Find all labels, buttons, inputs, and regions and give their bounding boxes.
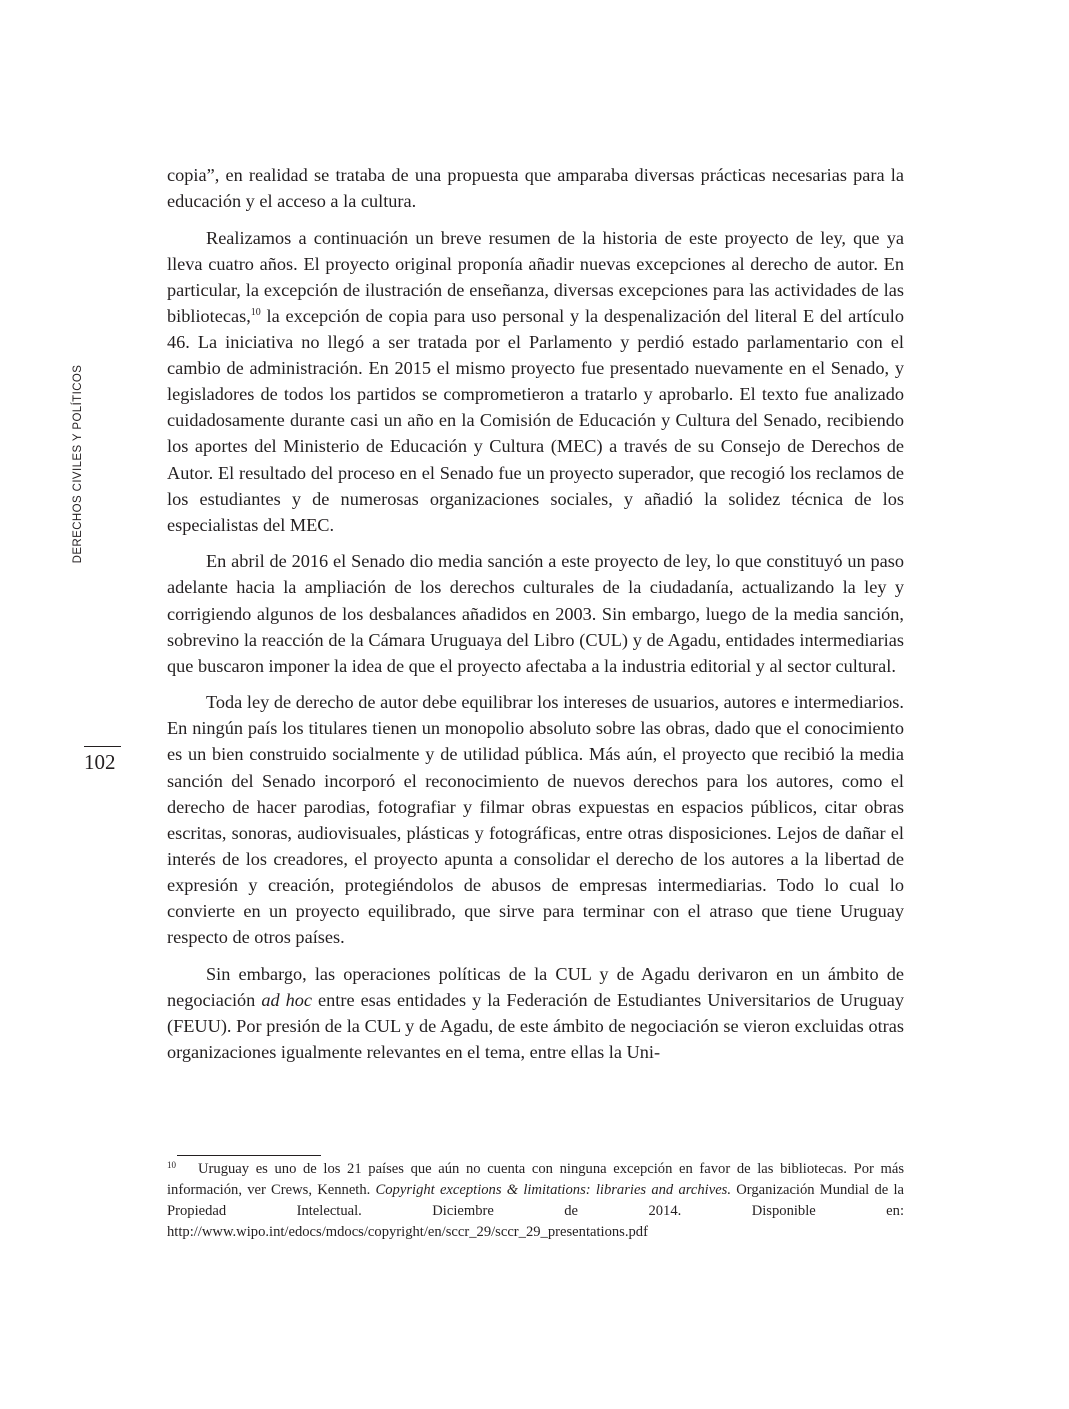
footnote-rule — [177, 1155, 321, 1156]
footnote-citation-title: Copyright exceptions & limitations: libraries and archives. — [375, 1182, 731, 1199]
paragraph-5 — [167, 961, 904, 1065]
footnote-text-a: Uruguay es uno de los 21 países que aún no cuenta con ninguna excepción en favor de las bibliotecas. Por más información, ver Crews, Kenneth. — [167, 1161, 904, 1199]
footnote-reference: 10 — [250, 306, 261, 318]
footnote-text-b: Organización Mundial de la Propiedad Intelectual. Diciembre de 2014. Disponible en: http://www.wipo.int/edocs/mdocs/copyright/en/sccr_29/sccr_29_presentations.pdf — [167, 1182, 904, 1241]
paragraph-5-italic: ad hoc — [261, 989, 313, 1010]
paragraph-2-text-b: la excepción de copia para uso personal y la despenalización del literal E del artículo 46. La iniciativa no llegó a ser tratada por el Parlamento y perdió estado parlamentario con el cambio de administración. En 2015 el mismo proyecto fue presentado nuevamente en el Senado, y legisladores de todos los partidos se comprometieron a tratarlo y aprobarlo. El texto fue analizado cuidadosamente durante casi un año en la Comisión de Educación y Cultura del Senado, recibiendo los aportes del Ministerio de Educación y Cultura (MEC) a través de su Consejo de Derechos de Autor. El resultado del proceso en el Senado fue un proyecto superador, que recogió los reclamos de los estudiantes y de numerosas organizaciones sociales, y añadió la solidez técnica de los especialistas del MEC. — [167, 305, 904, 535]
footnote: 10 Uruguay es uno de los 21 países que aún no cuenta con ninguna excepción en favor de las bibliotecas. Por más información, ver Crews, Kenneth. Copyright exceptions & limitations: libraries and archives. Organización Mundial de la Propiedad Intelectual. Diciembre de 2014. Disponible en: http://www.wipo.int/edocs/mdocs/copyright/en/sccr_29/sccr_29_presentations.pdf — [167, 1160, 904, 1241]
section-side-label: DERECHOS CIVILES Y POLÍTICOS — [72, 364, 84, 564]
paragraph-2-text-a: Realizamos a continuación un breve resumen de la historia de este proyecto de ley, que ya lleva cuatro años. El proyecto original proponía añadir nuevas excepciones al derecho de autor. En particular, la excepción de ilustración de enseñanza, diversas excepciones para las actividades de las bibliotecas, — [167, 227, 904, 326]
paragraph-4: Toda ley de derecho de autor debe equilibrar los intereses de usuarios, autores e intermediarios. En ningún país los titulares tienen un monopolio absoluto sobre las obras, dado que el conocimiento es un bien construido socialmente y de utilidad pública. Más aún, el proyecto que recibió la media sanción del Senado incorporó el reconocimiento de nuevos derechos para los autores, como el derecho de hacer parodias, fotografiar y filmar obras expuestas en espacios públicos, citar obras escritas, sonoras, audiovisuales, plásticas y fotográficas, entre otras disposiciones. Lejos de dañar el interés de los creadores, el proyecto apunta a consolidar el derecho de los autores a la libertad de expresión y creación, protegiéndolos de abusos de empresas intermediarias. Todo lo cual lo convierte en un proyecto equilibrado, que sirve para terminar con el atraso que tiene Uruguay respecto de otros países. — [167, 692, 904, 948]
paragraph-3: En abril de 2016 el Senado dio media sanción a este proyecto de ley, lo que constituyó un paso adelante hacia la ampliación de los derechos culturales de la ciudadanía, actualizando la ley y corrigiendo algunos de los desbalances añadidos en 2003. Sin embargo, luego de la media sanción, sobrevino la reacción de la Cámara Uruguaya del Libro (CUL) y de Agadu, entidades intermediarias que buscaron imponer la idea de que el proyecto afectaba a la industria editorial y al sector cultural. — [167, 551, 904, 676]
paragraph-2 — [167, 225, 904, 538]
paragraph-1: copia”, en realidad se trataba de una propuesta que amparaba diversas prácticas necesarias para la educación y el acceso a la cultura. — [167, 165, 904, 212]
page-number-rule — [84, 746, 121, 747]
page-number: 102 — [84, 750, 116, 774]
paragraph-5-text-b: entre esas entidades y la Federación de Estudiantes Universitarios de Uruguay (FEUU). Por presión de la CUL y de Agadu, de este ámbito de negociación se vieron excluidas otras organizaciones igualmente relevantes en el tema, entre ellas la Uni- — [167, 989, 904, 1062]
body-text — [167, 162, 904, 1076]
paragraph-5-text-a: Sin embargo, las operaciones políticas de la CUL y de Agadu derivaron en un ámbito de negociación — [167, 963, 904, 1010]
